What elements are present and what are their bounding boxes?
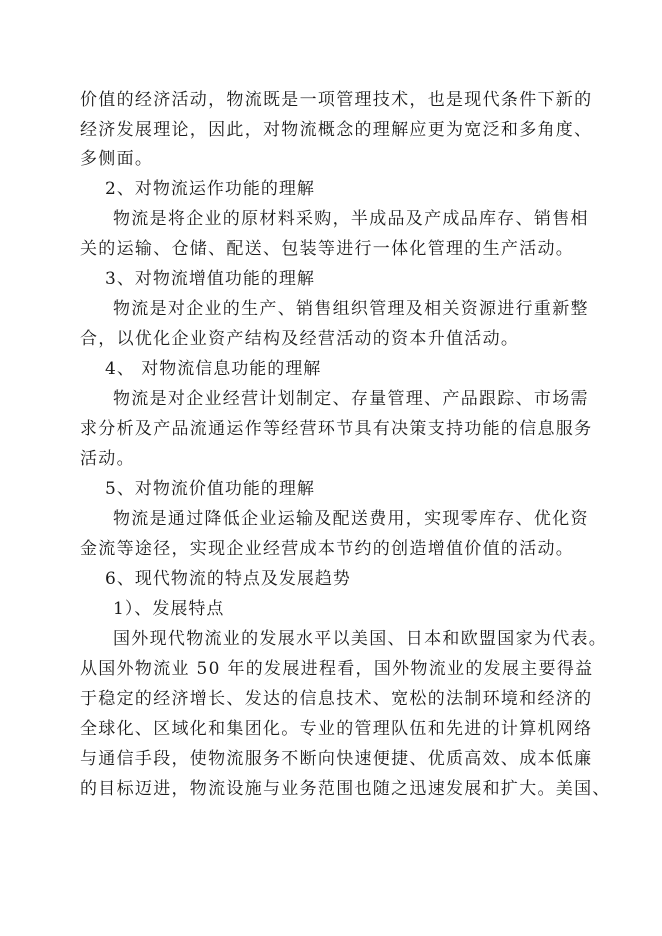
section-heading: 5、对物流价值功能的理解 (105, 479, 315, 499)
paragraph-line: 物流是对企业的生产、销售组织管理及相关资源进行重新整 (113, 299, 589, 319)
section-heading: 3、对物流增值功能的理解 (105, 269, 315, 289)
paragraph-line: 物流是对企业经营计划制定、存量管理、产品跟踪、市场需 (113, 389, 589, 409)
paragraph-line: 国外现代物流业的发展水平以美国、日本和欧盟国家为代表。 (113, 629, 608, 649)
paragraph-line: 从国外物流业 50 年的发展进程看，国外物流业的发展主要得益 (80, 659, 594, 679)
paragraph-line: 金流等途径，实现企业经营成本节约的创造增值价值的活动。 (80, 539, 575, 559)
paragraph-line: 全球化、区域化和集团化。专业的管理队伍和先进的计算机网络 (80, 719, 593, 739)
paragraph-line: 的目标迈进，物流设施与业务范围也随之迅速发展和扩大。美国、 (80, 779, 611, 799)
paragraph-line: 物流是通过降低企业运输及配送费用，实现零库存、优化资 (113, 509, 589, 529)
paragraph-line: 价值的经济活动，物流既是一项管理技术，也是现代条件下新的 (80, 90, 593, 110)
section-heading: 4、 对物流信息功能的理解 (105, 359, 322, 379)
paragraph-line: 求分析及产品流通运作等经营环节具有决策支持功能的信息服务 (80, 419, 593, 439)
paragraph-line: 与通信手段，使物流服务不断向快速便捷、优质高效、成本低廉 (80, 749, 593, 769)
paragraph-line: 经济发展理论，因此，对物流概念的理解应更为宽泛和多角度、 (80, 120, 593, 140)
paragraph-line: 合，以优化企业资产结构及经营活动的资本升值活动。 (80, 329, 520, 349)
paragraph-line: 多侧面。 (80, 149, 154, 169)
section-heading: 2、对物流运作功能的理解 (105, 179, 315, 199)
paragraph-line: 于稳定的经济增长、发达的信息技术、宽松的法制环境和经济的 (80, 689, 593, 709)
subsection-heading: 1）、发展特点 (113, 599, 225, 619)
paragraph-line: 物流是将企业的原材料采购，半成品及产成品库存、销售相 (113, 209, 589, 229)
paragraph-line: 关的运输、仓储、配送、包装等进行一体化管理的生产活动。 (80, 239, 575, 259)
section-heading: 6、现代物流的特点及发展趋势 (105, 569, 351, 589)
paragraph-line: 活动。 (80, 449, 135, 469)
